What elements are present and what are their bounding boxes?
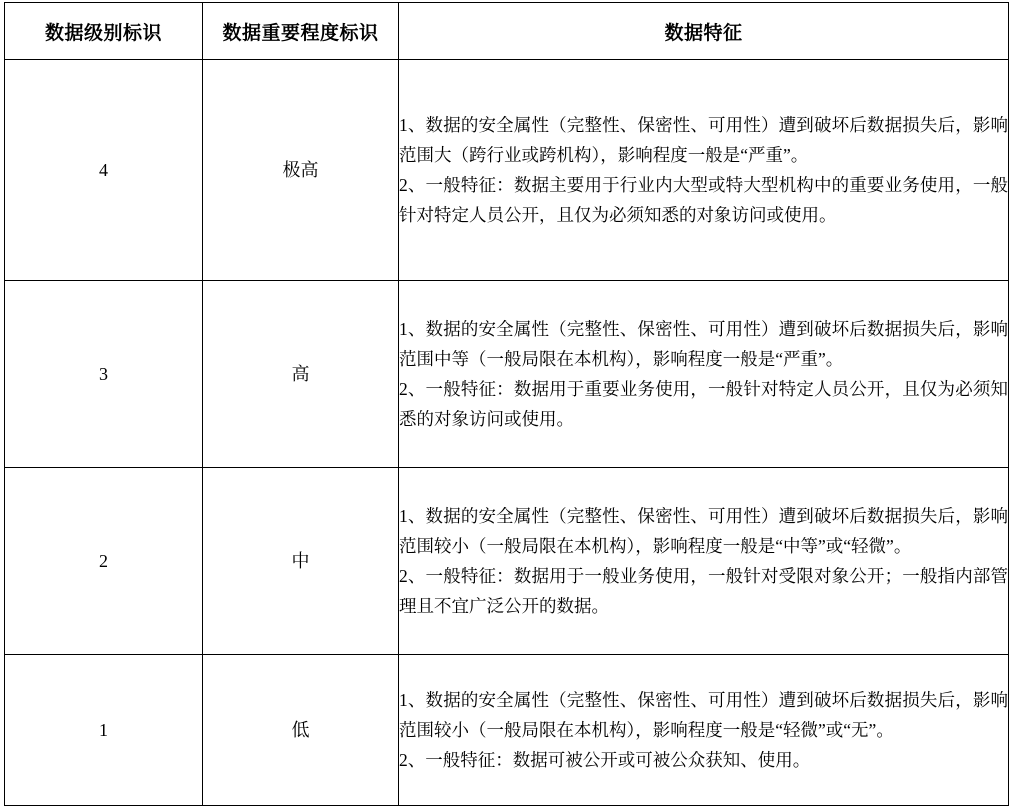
cell-level: 1 bbox=[5, 655, 203, 806]
feature-paragraph: 2、一般特征：数据用于一般业务使用，一般针对受限对象公开；一般指内部管理且不宜广泛公开的数据。 bbox=[399, 566, 1008, 617]
cell-features bbox=[399, 60, 1009, 281]
feature-paragraph: 1、数据的安全属性（完整性、保密性、可用性）遭到破坏后数据损失后，影响范围较小（一般局限在本机构），影响程度一般是“中等”或“轻微”。 bbox=[399, 505, 1008, 556]
feature-paragraph: 1、数据的安全属性（完整性、保密性、可用性）遭到破坏后数据损失后，影响范围大（跨行业或跨机构），影响程度一般是“严重”。 bbox=[399, 114, 1008, 165]
data-classification-table bbox=[4, 2, 1009, 806]
column-header-level: 数据级别标识 bbox=[5, 3, 203, 60]
table-row bbox=[5, 60, 1009, 281]
column-header-importance: 数据重要程度标识 bbox=[203, 3, 399, 60]
table-row bbox=[5, 655, 1009, 806]
cell-importance: 中 bbox=[203, 468, 399, 655]
feature-paragraph: 1、数据的安全属性（完整性、保密性、可用性）遭到破坏后数据损失后，影响范围中等（一般局限在本机构），影响程度一般是“严重”。 bbox=[399, 318, 1008, 369]
table-header-row bbox=[5, 3, 1009, 60]
table-row bbox=[5, 468, 1009, 655]
table-header bbox=[5, 3, 1009, 60]
cell-features bbox=[399, 281, 1009, 468]
cell-features bbox=[399, 655, 1009, 806]
table-body bbox=[5, 60, 1009, 806]
cell-importance: 极高 bbox=[203, 60, 399, 281]
cell-level: 3 bbox=[5, 281, 203, 468]
cell-features bbox=[399, 468, 1009, 655]
cell-level: 4 bbox=[5, 60, 203, 281]
column-header-features: 数据特征 bbox=[399, 3, 1009, 60]
cell-importance: 低 bbox=[203, 655, 399, 806]
feature-paragraph: 2、一般特征：数据主要用于行业内大型或特大型机构中的重要业务使用，一般针对特定人员公开，且仅为必须知悉的对象访问或使用。 bbox=[399, 175, 1008, 226]
cell-importance: 高 bbox=[203, 281, 399, 468]
feature-paragraph: 1、数据的安全属性（完整性、保密性、可用性）遭到破坏后数据损失后，影响范围较小（一般局限在本机构），影响程度一般是“轻微”或“无”。 bbox=[399, 689, 1008, 740]
feature-paragraph: 2、一般特征：数据用于重要业务使用，一般针对特定人员公开，且仅为必须知悉的对象访问或使用。 bbox=[399, 379, 1008, 430]
table-row bbox=[5, 281, 1009, 468]
feature-paragraph: 2、一般特征：数据可被公开或可被公众获知、使用。 bbox=[399, 750, 811, 771]
cell-level: 2 bbox=[5, 468, 203, 655]
